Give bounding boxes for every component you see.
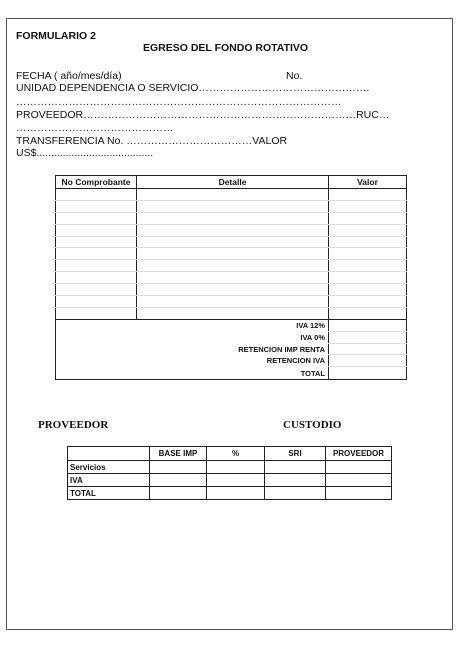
- retention-table-header: [68, 447, 392, 461]
- total-row: [56, 355, 407, 367]
- cell[interactable]: [326, 487, 392, 500]
- cell[interactable]: [56, 272, 137, 284]
- retencion-renta-value[interactable]: [329, 343, 407, 355]
- cell[interactable]: [207, 461, 265, 474]
- table-row: [68, 474, 392, 487]
- row-label-iva: IVA: [68, 474, 150, 487]
- retencion-iva-label: RETENCION IVA: [266, 356, 325, 366]
- transferencia-label: TRANSFERENCIA No. ………………………………VALOR: [16, 135, 288, 147]
- table-row: [68, 461, 392, 474]
- header-valor: Valor: [329, 176, 407, 189]
- cell[interactable]: [56, 307, 137, 319]
- cell[interactable]: [329, 212, 407, 224]
- signature-proveedor: PROVEEDOR: [38, 419, 109, 431]
- proveedor-label: PROVEEDOR……………………………………………………………………RUC…: [16, 109, 390, 121]
- total-label: TOTAL: [137, 367, 329, 380]
- cell[interactable]: [329, 260, 407, 272]
- form-title: EGRESO DEL FONDO ROTATIVO: [143, 42, 309, 54]
- header-detalle: Detalle: [137, 176, 329, 189]
- form-code: FORMULARIO 2: [16, 30, 96, 42]
- cell[interactable]: [56, 248, 137, 260]
- cell[interactable]: [329, 284, 407, 296]
- cell[interactable]: [329, 296, 407, 308]
- total-row: [56, 331, 407, 343]
- cell[interactable]: [207, 474, 265, 487]
- cell[interactable]: [329, 307, 407, 319]
- table-row: [56, 200, 407, 212]
- cell[interactable]: [265, 461, 326, 474]
- header-blank: [68, 447, 150, 461]
- cell[interactable]: [56, 224, 137, 236]
- table-row: [56, 248, 407, 260]
- total-value[interactable]: [329, 367, 407, 380]
- table-row: [56, 260, 407, 272]
- retencion-renta-label: RETENCION IMP RENTA: [238, 344, 325, 354]
- cell[interactable]: [56, 236, 137, 248]
- total-row: [56, 367, 407, 380]
- table-row: [56, 296, 407, 308]
- cell[interactable]: [137, 200, 329, 212]
- cell[interactable]: [329, 236, 407, 248]
- table-row: [56, 224, 407, 236]
- cell[interactable]: [137, 260, 329, 272]
- cell[interactable]: [150, 474, 207, 487]
- cell[interactable]: [137, 224, 329, 236]
- cell[interactable]: [137, 296, 329, 308]
- cell[interactable]: [137, 272, 329, 284]
- cell[interactable]: [137, 307, 329, 319]
- signature-custodio: CUSTODIO: [283, 419, 342, 431]
- usd-label: US$........................................: [16, 147, 154, 159]
- row-label-servicios: Servicios: [68, 461, 150, 474]
- cell[interactable]: [207, 487, 265, 500]
- expense-table: [55, 175, 407, 380]
- cell[interactable]: [150, 461, 207, 474]
- iva-12-value[interactable]: [329, 319, 407, 331]
- unidad-continuation: …………………………………………………………………………………: [16, 96, 342, 108]
- cell[interactable]: [56, 284, 137, 296]
- table-row: [56, 189, 407, 201]
- cell[interactable]: [56, 189, 137, 201]
- table-row: [56, 212, 407, 224]
- fecha-label: FECHA ( año/mes/día): [16, 70, 122, 82]
- cell[interactable]: [265, 474, 326, 487]
- expense-table-header: [56, 176, 407, 189]
- header-sri: SRI: [265, 447, 326, 461]
- total-row: [56, 319, 407, 331]
- table-row: [56, 307, 407, 319]
- cell[interactable]: [137, 236, 329, 248]
- header-proveedor: PROVEEDOR: [326, 447, 392, 461]
- header-percent: %: [207, 447, 265, 461]
- table-row: [56, 284, 407, 296]
- retention-table: [67, 446, 392, 500]
- cell[interactable]: [56, 296, 137, 308]
- iva-12-label: IVA 12%: [296, 320, 325, 330]
- cell[interactable]: [329, 272, 407, 284]
- cell[interactable]: [329, 248, 407, 260]
- cell[interactable]: [329, 224, 407, 236]
- cell[interactable]: [137, 189, 329, 201]
- cell[interactable]: [137, 212, 329, 224]
- no-label: No.: [286, 70, 303, 82]
- cell[interactable]: [265, 487, 326, 500]
- cell[interactable]: [329, 200, 407, 212]
- row-label-total: TOTAL: [68, 487, 150, 500]
- table-row: [68, 487, 392, 500]
- cell[interactable]: [150, 487, 207, 500]
- cell[interactable]: [329, 189, 407, 201]
- cell[interactable]: [56, 260, 137, 272]
- header-no-comprobante: No Comprobante: [56, 176, 137, 189]
- cell[interactable]: [56, 212, 137, 224]
- retencion-iva-value[interactable]: [329, 355, 407, 367]
- cell[interactable]: [56, 200, 137, 212]
- cell[interactable]: [326, 461, 392, 474]
- iva-0-value[interactable]: [329, 331, 407, 343]
- cell[interactable]: [137, 248, 329, 260]
- table-row: [56, 236, 407, 248]
- iva-0-label: IVA 0%: [300, 332, 325, 342]
- unidad-label: UNIDAD DEPENDENCIA O SERVICIO………………………………………….: [16, 82, 370, 94]
- cell[interactable]: [137, 284, 329, 296]
- total-row: [56, 343, 407, 355]
- header-base-imp: BASE IMP: [150, 447, 207, 461]
- proveedor-continuation: ………………………………………: [16, 122, 174, 134]
- cell[interactable]: [326, 474, 392, 487]
- table-row: [56, 272, 407, 284]
